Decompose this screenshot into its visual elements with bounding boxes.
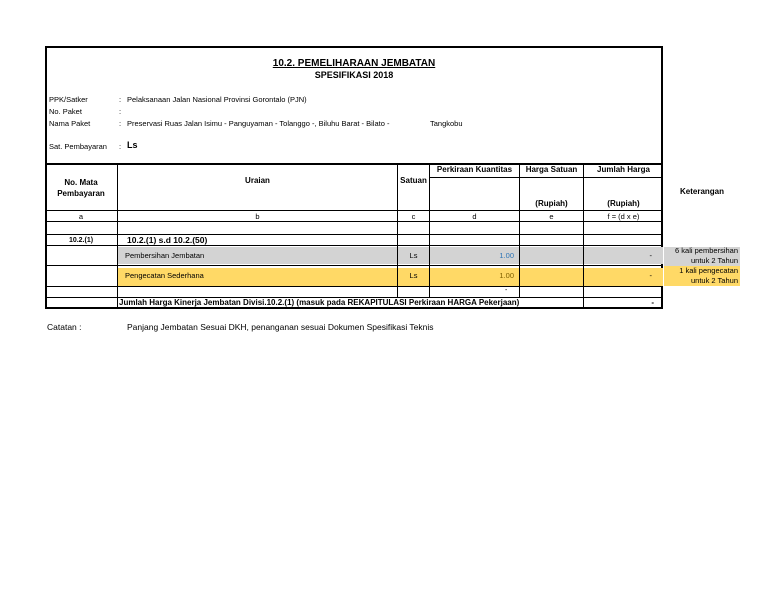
header-keterangan: Keterangan [679,187,724,196]
nama-value-2: Tangkobu [430,119,463,128]
section-title: 10.2.(1) s.d 10.2.(50) [127,235,208,245]
paket-label: No. Paket [49,107,82,116]
row1-note [640,246,738,266]
row2-satuan: Ls [409,271,418,280]
row2-note-2: untuk 2 Tahun [691,276,738,285]
ppk-label: PPK/Satker [49,95,88,104]
nama-value: Preservasi Ruas Jalan Isimu - Panguyaman - Tolanggo -, Biluhu Barat - Bilato - [127,119,390,128]
row1-satuan: Ls [409,251,418,260]
section-code: 10.2.(1) [68,237,94,244]
row1-uraian: Pembersihan Jembatan [125,251,205,260]
letter-a: a [78,212,84,221]
blank-row-dash: - [505,287,508,294]
letters-bottom-line [45,221,663,222]
row1-qty: 1.00 [499,251,514,260]
row2-jumlah: - [649,271,652,280]
header-uraian: Uraian [245,176,270,185]
header-no-mata-1: No. Mata [64,178,98,187]
header-harga-satuan-unit: (Rupiah) [535,199,568,208]
row2-qty: 1.00 [499,271,514,280]
letter-f: f = (d x e) [607,212,640,221]
col-line-4 [519,163,520,297]
letter-e: e [549,212,554,221]
document-subtitle: SPESIFIKASI 2018 [314,70,394,80]
section-bottom-line [45,245,663,246]
header-sub-line [430,177,663,178]
col-line-5 [583,163,584,308]
row1-note-2: untuk 2 Tahun [691,256,738,265]
letter-c: c [411,212,416,221]
nama-colon: : [119,119,122,128]
total-value: - [651,298,654,307]
sat-label: Sat. Pembayaran [49,142,107,151]
catatan-text: Panjang Jembatan Sesuai DKH, penanganan sesuai Dokumen Spesifikasi Teknis [127,322,434,332]
letters-top-line [45,210,663,211]
row2-uraian: Pengecatan Sederhana [125,271,204,280]
catatan-label: Catatan : [47,322,82,332]
row1-note-1: 6 kali pembersihan [675,246,738,255]
sat-value: Ls [127,140,138,150]
letter-b: b [255,212,260,221]
header-perkiraan: Perkiraan Kuantitas [436,165,513,174]
header-harga-satuan: Harga Satuan [525,165,578,174]
nama-label: Nama Paket [49,119,91,128]
header-jumlah: Jumlah Harga [597,165,650,174]
header-jumlah-unit: (Rupiah) [607,199,640,208]
header-satuan: Satuan [400,176,427,185]
paket-colon: : [119,107,122,116]
ppk-colon: : [119,95,122,104]
total-label: Jumlah Harga Kinerja Jembatan Divisi.10.2.(1) (masuk pada REKAPITULASI Perkiraan HARGA Pekerjaan) [119,298,520,307]
header-no-mata [45,177,117,199]
row1-bottom-line [45,265,663,266]
letter-d: d [472,212,477,221]
row2-note-1: 1 kali pengecatan [679,266,738,275]
row2-bottom-line [45,286,663,287]
sat-colon: : [119,142,122,151]
header-no-mata-2: Pembayaran [57,189,105,198]
row2-note [640,266,738,286]
document-title: 10.2. PEMELIHARAAN JEMBATAN [272,58,436,69]
ppk-value: Pelaksanaan Jalan Nasional Provinsi Gorontalo (PJN) [127,95,307,104]
row1-jumlah: - [649,251,652,260]
